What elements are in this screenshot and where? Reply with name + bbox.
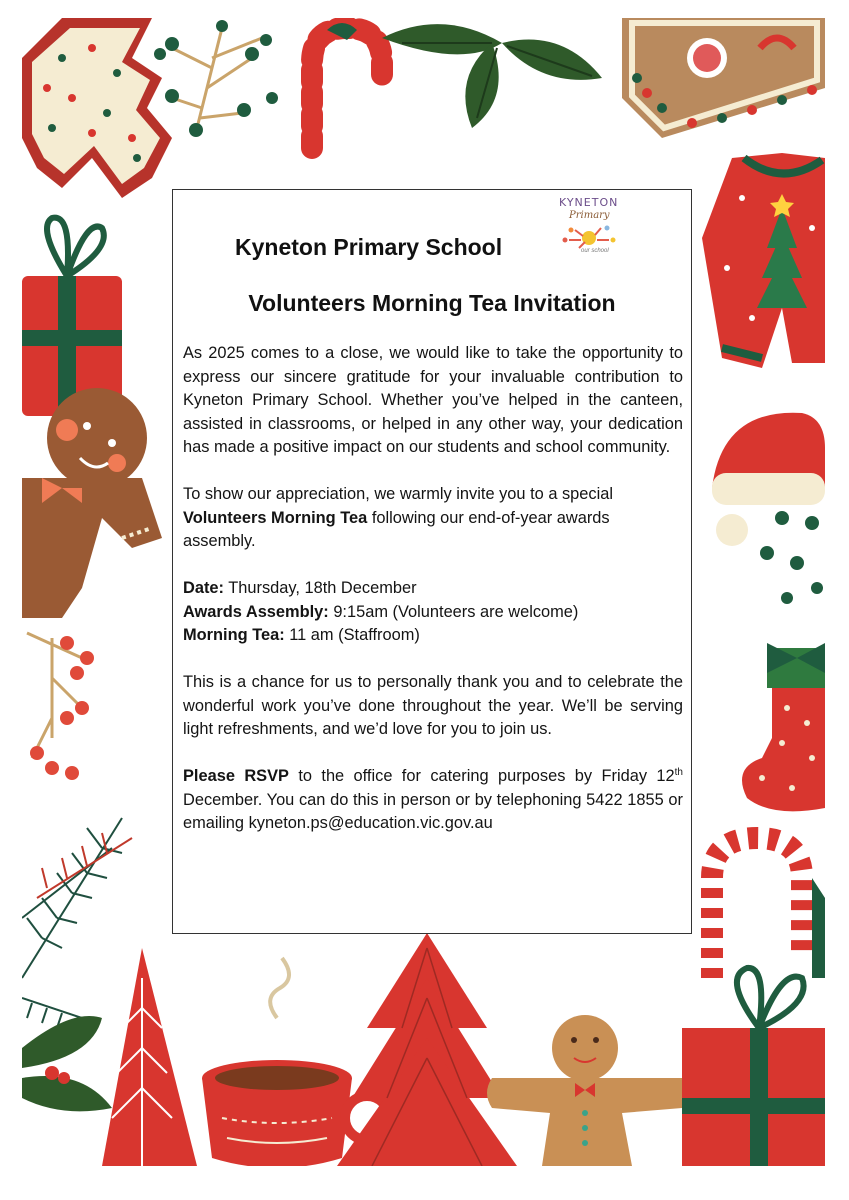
thanks-paragraph: This is a chance for us to personally thank you and to celebrate the wonderful work you’ve done throughout the year. We’ll be serving light refreshments, and we’d love for you to join us.: [183, 673, 683, 738]
morning-tea-highlight: Volunteers Morning Tea: [183, 508, 368, 527]
stocking-icon: [742, 643, 825, 811]
paper-tree-icon: [337, 933, 517, 1166]
invitation-body: [183, 342, 683, 859]
holly-leaves-icon: [382, 24, 602, 128]
ugly-sweater-icon: [702, 153, 825, 368]
gift-box-icon: [682, 968, 825, 1166]
invitation-card: [172, 189, 692, 934]
christmas-tree-cookie-icon: [22, 18, 172, 198]
paper-tree-icon: [102, 948, 197, 1166]
gingerbread-man-icon: [487, 1015, 690, 1166]
invitation-page: [22, 18, 825, 1166]
logo-sun-icon: [555, 222, 625, 250]
gingerbread-house-icon: [622, 18, 825, 138]
rsvp-paragraph: Please RSVP to the office for catering purposes by Friday 12th December. You can do this in person or by telephoning 5422 1855 or emailing kyneton.ps@education.vic.gov.au: [183, 767, 683, 832]
candy-cane-icon: [312, 23, 382, 148]
morning-tea-line: Morning Tea: 11 am (Staffroom): [183, 626, 420, 644]
date-line: Date: Thursday, 18th December: [183, 579, 417, 597]
gift-box-icon: [22, 218, 122, 416]
appreciation-paragraph: To show our appreciation, we warmly invite you to a special Volunteers Morning Tea following our end-of-year awards assembly.: [183, 485, 614, 550]
gingerbread-man-icon: [22, 388, 162, 618]
school-name: Kyneton Primary School: [235, 234, 503, 260]
candy-cane-icon: [712, 838, 825, 978]
intro-paragraph: As 2025 comes to a close, we would like to take the opportunity to express our sincere gratitude for your invaluable contribution to Kyneton Primary School. Whether you’ve helped in the canteen, assisted in classrooms, or helped in any other way, your dedication has made a positive impact on our students and school community.: [183, 344, 683, 456]
assembly-line: Awards Assembly: 9:15am (Volunteers are welcome): [183, 602, 579, 621]
school-logo: KYNETON Primary our school: [551, 196, 631, 262]
invitation-title: Volunteers Morning Tea Invitation: [248, 290, 616, 316]
